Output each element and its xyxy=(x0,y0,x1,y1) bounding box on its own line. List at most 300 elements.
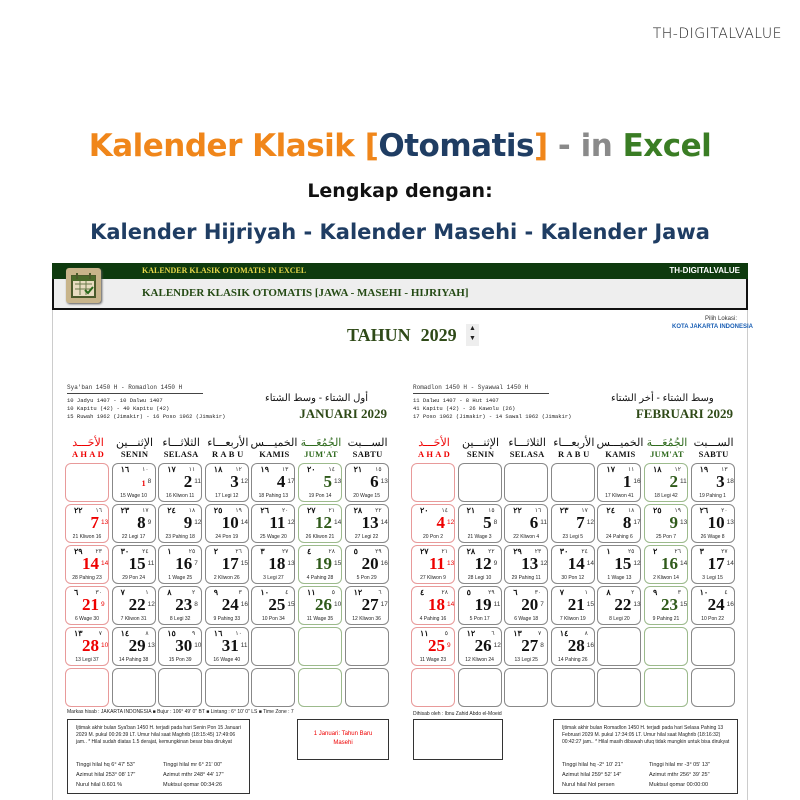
small-day-number: 14 xyxy=(586,560,595,567)
day-number: 2 xyxy=(183,472,193,491)
year-spinner[interactable] xyxy=(466,324,479,346)
day-cell[interactable] xyxy=(691,545,735,584)
day-cell[interactable] xyxy=(251,504,295,543)
hijri-day: ٢٦ xyxy=(699,506,709,515)
location-label: Pilih Lokasi: xyxy=(705,316,738,322)
small-day-number: 11 xyxy=(147,560,155,567)
sheet-topbar xyxy=(52,263,748,279)
hijri-day: ١ xyxy=(606,547,611,556)
day-number: 3 xyxy=(716,472,725,491)
empty-cell xyxy=(345,668,389,707)
day-cell[interactable] xyxy=(504,545,548,584)
day-number: 15 xyxy=(128,554,146,573)
day-cell[interactable] xyxy=(644,463,688,502)
small-day-number: 14 xyxy=(726,560,734,567)
day-number: 18 xyxy=(428,595,445,614)
day-cell[interactable] xyxy=(158,545,202,584)
small-day-number: 12 xyxy=(287,519,295,526)
location-select[interactable]: KOTA JAKARTA INDONESIA xyxy=(672,324,753,330)
day-number: 12 xyxy=(315,513,332,532)
day-cell[interactable] xyxy=(551,545,595,584)
day-cell[interactable] xyxy=(345,586,389,625)
hijri-day: ١٤ xyxy=(120,629,130,638)
hijri-day: ٢٤ xyxy=(167,506,176,515)
small-day-number: 14 xyxy=(380,519,388,526)
arabic-secondary-day: ٧ xyxy=(98,631,102,637)
javanese-pasaran: 14 Pahing 38 xyxy=(118,657,149,663)
arabic-secondary-day: ٢٠ xyxy=(721,508,728,514)
arabic-secondary-day: ١٩ xyxy=(674,508,681,514)
javanese-pasaran: 7 Kliwon 19 xyxy=(559,616,586,622)
arabic-secondary-day: ٤ xyxy=(285,590,289,596)
day-number: 10 xyxy=(707,513,725,532)
empty-cell xyxy=(298,668,342,707)
javanese-pasaran: 29 Pahing 11 xyxy=(511,575,541,581)
weekday-header xyxy=(504,436,550,459)
day-cell[interactable] xyxy=(597,504,641,543)
javanese-pasaran: 26 Wage 8 xyxy=(700,534,725,540)
day-cell[interactable] xyxy=(551,586,595,625)
day-number: 25 xyxy=(428,636,445,655)
javanese-pasaran: 15 Wage 10 xyxy=(120,493,147,499)
small-day-number: 13 xyxy=(447,560,455,567)
day-cell[interactable] xyxy=(644,586,688,625)
hilal-stat: Tinggi hilal hq 6° 47' 53" xyxy=(76,762,135,768)
small-day-number: 11 xyxy=(493,601,501,608)
day-cell[interactable] xyxy=(458,504,502,543)
weekday-header xyxy=(458,436,504,459)
weekday-label: SABTU xyxy=(352,449,383,459)
hijri-day: ١٢ xyxy=(353,588,363,597)
day-number: 22 xyxy=(614,595,632,614)
empty-cell xyxy=(158,668,202,707)
day-cell[interactable] xyxy=(158,504,202,543)
arabic-secondary-day: ١٦ xyxy=(534,508,542,514)
hijri-day: ١٨ xyxy=(213,465,223,474)
day-cell[interactable] xyxy=(65,627,109,666)
hilal-stat: Nurul hilal 0.601 % xyxy=(76,782,123,788)
weekday-label: R A B U xyxy=(211,449,244,459)
day-number: 19 xyxy=(315,554,332,573)
day-number: 29 xyxy=(128,636,146,655)
ijtimak-box xyxy=(67,719,250,794)
spinner-up-icon[interactable]: ▲ xyxy=(469,325,476,332)
arabic-secondary-day: ١١ xyxy=(188,467,196,473)
small-day-number: 13 xyxy=(147,642,155,649)
day-cell[interactable] xyxy=(691,504,735,543)
day-cell[interactable] xyxy=(158,586,202,625)
day-cell[interactable] xyxy=(504,504,548,543)
day-number: 1 xyxy=(141,479,146,488)
day-cell[interactable] xyxy=(158,463,202,502)
small-day-number: 9 xyxy=(447,642,451,649)
day-cell[interactable] xyxy=(458,586,502,625)
small-day-number: 12 xyxy=(586,519,595,526)
day-number: 26 xyxy=(315,595,332,614)
day-cell[interactable] xyxy=(112,504,156,543)
weekday-label: JUM'AT xyxy=(650,449,684,459)
day-cell[interactable] xyxy=(597,545,641,584)
arabic-secondary-day: ٢١ xyxy=(328,508,335,514)
day-cell[interactable] xyxy=(345,545,389,584)
sheet-title: KALENDER KLASIK OTOMATIS [JAWA - MASEHI - HIJRIYAH] xyxy=(142,287,469,299)
small-day-number: 16 xyxy=(240,601,249,608)
small-day-number: 12 xyxy=(194,519,202,526)
day-number: 2 xyxy=(669,472,678,491)
day-cell[interactable] xyxy=(644,545,688,584)
weekday-header xyxy=(158,436,204,459)
hijri-day: ١٤ xyxy=(559,629,569,638)
small-day-number: 14 xyxy=(447,601,455,608)
day-cell[interactable] xyxy=(205,627,249,666)
arabic-secondary-day: ١٣ xyxy=(721,467,728,473)
day-number: 5 xyxy=(483,513,492,532)
small-day-number: 15 xyxy=(586,601,595,608)
hijri-day: ١٠ xyxy=(699,588,709,597)
topbar-brand: TH-DIGITALVALUE xyxy=(669,266,740,275)
day-number: 12 xyxy=(474,554,492,573)
day-cell[interactable] xyxy=(65,586,109,625)
day-number: 6 xyxy=(529,513,539,532)
small-day-number: 7 xyxy=(540,601,544,608)
hijri-day: ١٧ xyxy=(167,465,176,474)
day-number: 8 xyxy=(622,513,632,532)
season-label: أول الشتاء - وسط الشتاء xyxy=(265,393,369,404)
arabic-secondary-day: ٨ xyxy=(584,631,588,637)
empty-cell xyxy=(65,668,109,707)
weekday-label: SABTU xyxy=(698,449,729,459)
weekday-arabic: الســـبت xyxy=(693,437,734,449)
day-number: 6 xyxy=(370,472,379,491)
day-cell[interactable] xyxy=(691,463,735,502)
title-part: - in xyxy=(547,128,623,164)
javanese-pasaran: 11 Wage 35 xyxy=(306,616,334,622)
day-number: 17 xyxy=(221,554,239,573)
hijri-day: ٢ xyxy=(213,547,219,556)
javanese-pasaran: 3 Legi 27 xyxy=(263,575,284,581)
day-cell[interactable] xyxy=(504,627,548,666)
day-number: 9 xyxy=(183,513,193,532)
day-cell[interactable] xyxy=(298,545,342,584)
day-cell[interactable] xyxy=(597,586,641,625)
day-number: 19 xyxy=(474,595,492,614)
day-number: 24 xyxy=(221,595,239,614)
javanese-pasaran: 21 Kliwon 16 xyxy=(72,534,102,540)
day-number: 25 xyxy=(268,595,286,614)
title-part: Excel xyxy=(622,128,712,164)
hijri-day: ١٩ xyxy=(260,465,269,474)
small-day-number: 13 xyxy=(726,519,734,526)
javanese-pasaran: 1 Wage 25 xyxy=(168,575,193,581)
hilal-stat: Nurul hilal Nol persen xyxy=(562,782,615,788)
small-day-number: 16 xyxy=(586,642,595,649)
day-number: 23 xyxy=(175,595,193,614)
weekday-label: A H A D xyxy=(417,449,451,459)
small-day-number: 15 xyxy=(287,601,295,608)
small-day-number: 12 xyxy=(447,519,455,526)
day-number: 27 xyxy=(361,595,379,614)
hijri-day: ٢٣ xyxy=(120,506,130,515)
day-cell[interactable] xyxy=(251,586,295,625)
day-cell[interactable] xyxy=(205,586,249,625)
small-day-number: 12 xyxy=(540,560,548,567)
javanese-pasaran: 8 Legi 20 xyxy=(609,616,630,622)
day-number: 28 xyxy=(567,636,585,655)
day-cell[interactable] xyxy=(65,504,109,543)
arabic-secondary-day: ١٦ xyxy=(95,508,102,514)
day-cell[interactable] xyxy=(158,627,202,666)
day-number: 4 xyxy=(436,513,445,532)
day-number: 1 xyxy=(622,472,632,491)
hijri-day: ٢٧ xyxy=(420,547,429,556)
hijri-day: ٢٠ xyxy=(420,506,429,515)
javanese-pasaran: 24 Pon 19 xyxy=(215,534,239,540)
javanese-pasaran: 19 Pahing 1 xyxy=(699,493,726,499)
title-part: Kalender Klasik xyxy=(88,128,365,164)
empty-cell xyxy=(691,627,735,666)
hijri-day: ٥ xyxy=(353,547,358,556)
small-day-number: 8 xyxy=(493,519,498,526)
weekday-arabic: الأحَـــد xyxy=(72,437,104,449)
hilal-stat: Tinggi hilal mr -3° 05' 13" xyxy=(649,762,710,768)
day-cell[interactable] xyxy=(411,504,455,543)
hijri-day: ٧ xyxy=(120,588,125,597)
day-number: 13 xyxy=(361,513,379,532)
day-cell[interactable] xyxy=(597,463,641,502)
weekday-arabic: الخميـــس xyxy=(250,437,298,449)
day-cell[interactable] xyxy=(298,586,342,625)
javanese-pasaran: 1 Wage 13 xyxy=(607,575,632,581)
weekday-header xyxy=(411,436,457,459)
small-day-number: 13 xyxy=(380,478,388,485)
day-number: 7 xyxy=(576,513,585,532)
small-day-number: 13 xyxy=(101,519,109,526)
day-number: 24 xyxy=(707,595,725,614)
javanese-pasaran: 17 Kliwon 41 xyxy=(605,493,634,499)
javanese-pasaran: 27 Kliwon 9 xyxy=(420,575,446,581)
arabic-secondary-day: ٢٧ xyxy=(281,549,289,555)
day-cell[interactable] xyxy=(298,463,342,502)
javanese-pasaran: 29 Pon 24 xyxy=(122,575,145,581)
hijri-day: ٨ xyxy=(167,588,172,597)
javanese-pasaran: 4 Pahing 28 xyxy=(306,575,334,581)
small-day-number: 17 xyxy=(380,601,388,608)
empty-cell xyxy=(411,463,455,502)
javanese-pasaran: 24 Pahing 6 xyxy=(606,534,633,540)
day-cell[interactable] xyxy=(691,586,735,625)
weekday-arabic: الأربعـــاء xyxy=(553,437,595,449)
small-day-number: 16 xyxy=(380,560,388,567)
small-day-number: 8 xyxy=(540,642,544,649)
day-cell[interactable] xyxy=(112,586,156,625)
arabic-secondary-day: ٣ xyxy=(677,590,681,596)
day-number: 7 xyxy=(90,513,99,532)
weekday-label: R A B U xyxy=(557,449,590,459)
hijri-day: ٩ xyxy=(653,588,658,597)
day-number: 30 xyxy=(175,636,193,655)
hilal-stat: Azimut hilal 259° 52' 14" xyxy=(562,772,622,778)
javanese-pasaran: 12 Kliwon 36 xyxy=(352,616,381,622)
day-cell[interactable] xyxy=(458,627,502,666)
day-cell[interactable] xyxy=(345,463,389,502)
arabic-secondary-day: ٢٥ xyxy=(188,549,196,555)
javanese-pasaran: 2 Kliwon 26 xyxy=(213,575,240,581)
javanese-pasaran: 9 Pahing 21 xyxy=(652,616,680,622)
hilal-stat: Tinggi hilal hq -2° 10' 21" xyxy=(562,762,623,768)
hijri-day: ٣٠ xyxy=(559,547,569,556)
day-cell[interactable] xyxy=(504,586,548,625)
hijri-day: ١٢ xyxy=(466,629,476,638)
day-number: 21 xyxy=(82,595,99,614)
small-day-number: 12 xyxy=(493,642,501,649)
day-cell[interactable] xyxy=(551,504,595,543)
empty-cell xyxy=(504,668,548,707)
day-cell[interactable] xyxy=(644,504,688,543)
ijtimak-text: Ijtimak akhir bulan Sya'ban 1450 H. terjadi pada hari Senin Pon 15 Januari 2029 M. pukul 00:26:39 LT. Umur hilal saat Maghrib (18:15:45) 17:49:06 jam.. * Hilal sudah diatas 1.5 derajat, kemungkinan besar bisa dirukyat xyxy=(76,725,241,745)
javanese-pasaran: 28 Pahing 23 xyxy=(72,575,102,581)
hijri-day: ٩ xyxy=(213,588,219,597)
javanese-pasaran: 9 Pahing 33 xyxy=(213,616,241,622)
small-day-number: 7 xyxy=(194,560,198,567)
weekday-arabic: الإثنـــين xyxy=(462,437,500,449)
hijri-month-range: Sya'ban 1450 H - Romadlon 1450 H xyxy=(67,384,183,391)
day-cell[interactable] xyxy=(205,545,249,584)
hijri-day: ٢٩ xyxy=(513,547,522,556)
day-cell[interactable] xyxy=(251,545,295,584)
page-title xyxy=(0,128,800,164)
javanese-pasaran: 5 Pon 17 xyxy=(469,616,490,622)
javanese-pasaran: 22 Kliwon 4 xyxy=(513,534,540,540)
hijri-day: ١٣ xyxy=(74,629,83,638)
arabic-secondary-day: ١١ xyxy=(627,467,635,473)
small-day-number: 17 xyxy=(633,519,641,526)
day-number: 10 xyxy=(221,513,239,532)
empty-cell xyxy=(644,668,688,707)
hijri-day: ٢٢ xyxy=(513,506,522,515)
javanese-pasaran: 13 Legi 37 xyxy=(75,657,99,663)
year-display xyxy=(347,325,457,346)
arabic-secondary-day: ٢ xyxy=(191,590,196,596)
small-day-number: 8 xyxy=(194,601,198,608)
hijri-day: ٤ xyxy=(420,588,425,597)
weekday-arabic: الجُمُعَـــة xyxy=(300,437,342,449)
arabic-secondary-day: ١٩ xyxy=(235,508,242,514)
title-part: Otomatis xyxy=(378,128,534,164)
empty-cell xyxy=(411,668,455,707)
hilal-stat: Azimut mthr 256° 39' 25" xyxy=(649,772,710,778)
day-cell[interactable] xyxy=(551,627,595,666)
arabic-secondary-day: ١٥ xyxy=(488,508,495,514)
hilal-stat: Muktsul qomar 00:00:00 xyxy=(649,782,709,788)
arabic-secondary-day: ٩ xyxy=(191,631,196,637)
weekday-label: SENIN xyxy=(466,449,495,459)
hijri-day: ٤ xyxy=(307,547,312,556)
day-cell[interactable] xyxy=(411,545,455,584)
day-cell[interactable] xyxy=(458,545,502,584)
weekday-label: KAMIS xyxy=(259,449,290,459)
arabic-secondary-day: ٢٠ xyxy=(281,508,289,514)
weekday-arabic: الإثنـــين xyxy=(116,437,154,449)
small-day-number: 15 xyxy=(680,601,688,608)
javanese-pasaran: 20 Pon 2 xyxy=(422,534,444,540)
day-number: 16 xyxy=(661,554,678,573)
weekday-label: KAMIS xyxy=(605,449,636,459)
day-number: 3 xyxy=(230,472,239,491)
day-cell[interactable] xyxy=(298,504,342,543)
hijri-day: ١٧ xyxy=(606,465,615,474)
hijri-day: ٢٦ xyxy=(260,506,269,515)
day-cell[interactable] xyxy=(411,627,455,666)
sheet-header-band xyxy=(52,279,748,310)
day-number: 11 xyxy=(428,554,445,573)
javanese-pasaran: 13 Legi 25 xyxy=(514,657,538,663)
arabic-secondary-day: ٢٤ xyxy=(581,549,588,555)
weekday-arabic: الجُمُعَـــة xyxy=(646,437,688,449)
holiday-note-box xyxy=(297,719,389,760)
day-cell[interactable] xyxy=(251,463,295,502)
day-cell[interactable] xyxy=(345,504,389,543)
empty-cell xyxy=(345,627,389,666)
day-cell[interactable] xyxy=(205,463,249,502)
day-cell[interactable] xyxy=(205,504,249,543)
small-day-number: 14 xyxy=(101,560,109,567)
hilal-stat: Muktsul qomar 00:34:26 xyxy=(163,782,223,788)
javanese-pasaran: 5 Pon 29 xyxy=(356,575,377,581)
small-day-number: 15 xyxy=(334,560,342,567)
hijri-day: ١٦ xyxy=(213,629,223,638)
empty-cell xyxy=(65,463,109,502)
divider xyxy=(413,393,549,394)
day-cell[interactable] xyxy=(112,463,156,502)
javanese-pasaran: 22 Legi 17 xyxy=(121,534,146,540)
empty-cell xyxy=(205,668,249,707)
small-day-number: 9 xyxy=(493,560,498,567)
small-day-number: 8 xyxy=(147,478,152,485)
arabic-secondary-day: ٢٦ xyxy=(235,549,242,555)
season-label: وسط الشتاء - أخر الشتاء xyxy=(611,393,714,404)
weekday-arabic: الســـبت xyxy=(347,437,388,449)
arabic-secondary-day: ٦ xyxy=(378,590,382,596)
month-title: JANUARI 2029 xyxy=(299,406,387,421)
weekday-arabic: الخميـــس xyxy=(596,437,644,449)
weekday-header xyxy=(298,436,344,459)
title-part: [ xyxy=(364,128,379,164)
calendar-check-icon xyxy=(66,268,101,303)
day-cell[interactable] xyxy=(411,586,455,625)
day-number: 31 xyxy=(221,636,239,655)
javanese-pasaran: 14 Pahing 26 xyxy=(558,657,588,663)
arabic-secondary-day: ٢٢ xyxy=(375,508,382,514)
weekday-header xyxy=(65,436,111,459)
arabic-secondary-day: ٥ xyxy=(331,590,335,596)
arabic-secondary-day: ٣٠ xyxy=(95,590,102,596)
day-cell[interactable] xyxy=(112,545,156,584)
spinner-down-icon[interactable]: ▼ xyxy=(469,335,476,342)
hijri-day: ٦ xyxy=(74,588,79,597)
subtitle-calendars: Kalender Hijriyah - Kalender Masehi - Kalender Jawa xyxy=(90,220,710,244)
day-cell[interactable] xyxy=(65,545,109,584)
javanese-pasaran: 19 Pon 14 xyxy=(308,493,332,499)
weekday-header xyxy=(251,436,297,459)
javanese-pasaran: 3 Legi 15 xyxy=(702,575,723,581)
arabic-secondary-day: ٦ xyxy=(491,631,495,637)
arabic-secondary-day: ١ xyxy=(584,590,588,596)
day-number: 23 xyxy=(661,595,678,614)
calendar-info-line: 10 Jadyu 1407 - 10 Dalwu 1407 xyxy=(67,397,163,404)
arabic-secondary-day: ١٠ xyxy=(142,467,149,473)
arabic-secondary-day: ٢٥ xyxy=(627,549,635,555)
day-cell[interactable] xyxy=(112,627,156,666)
